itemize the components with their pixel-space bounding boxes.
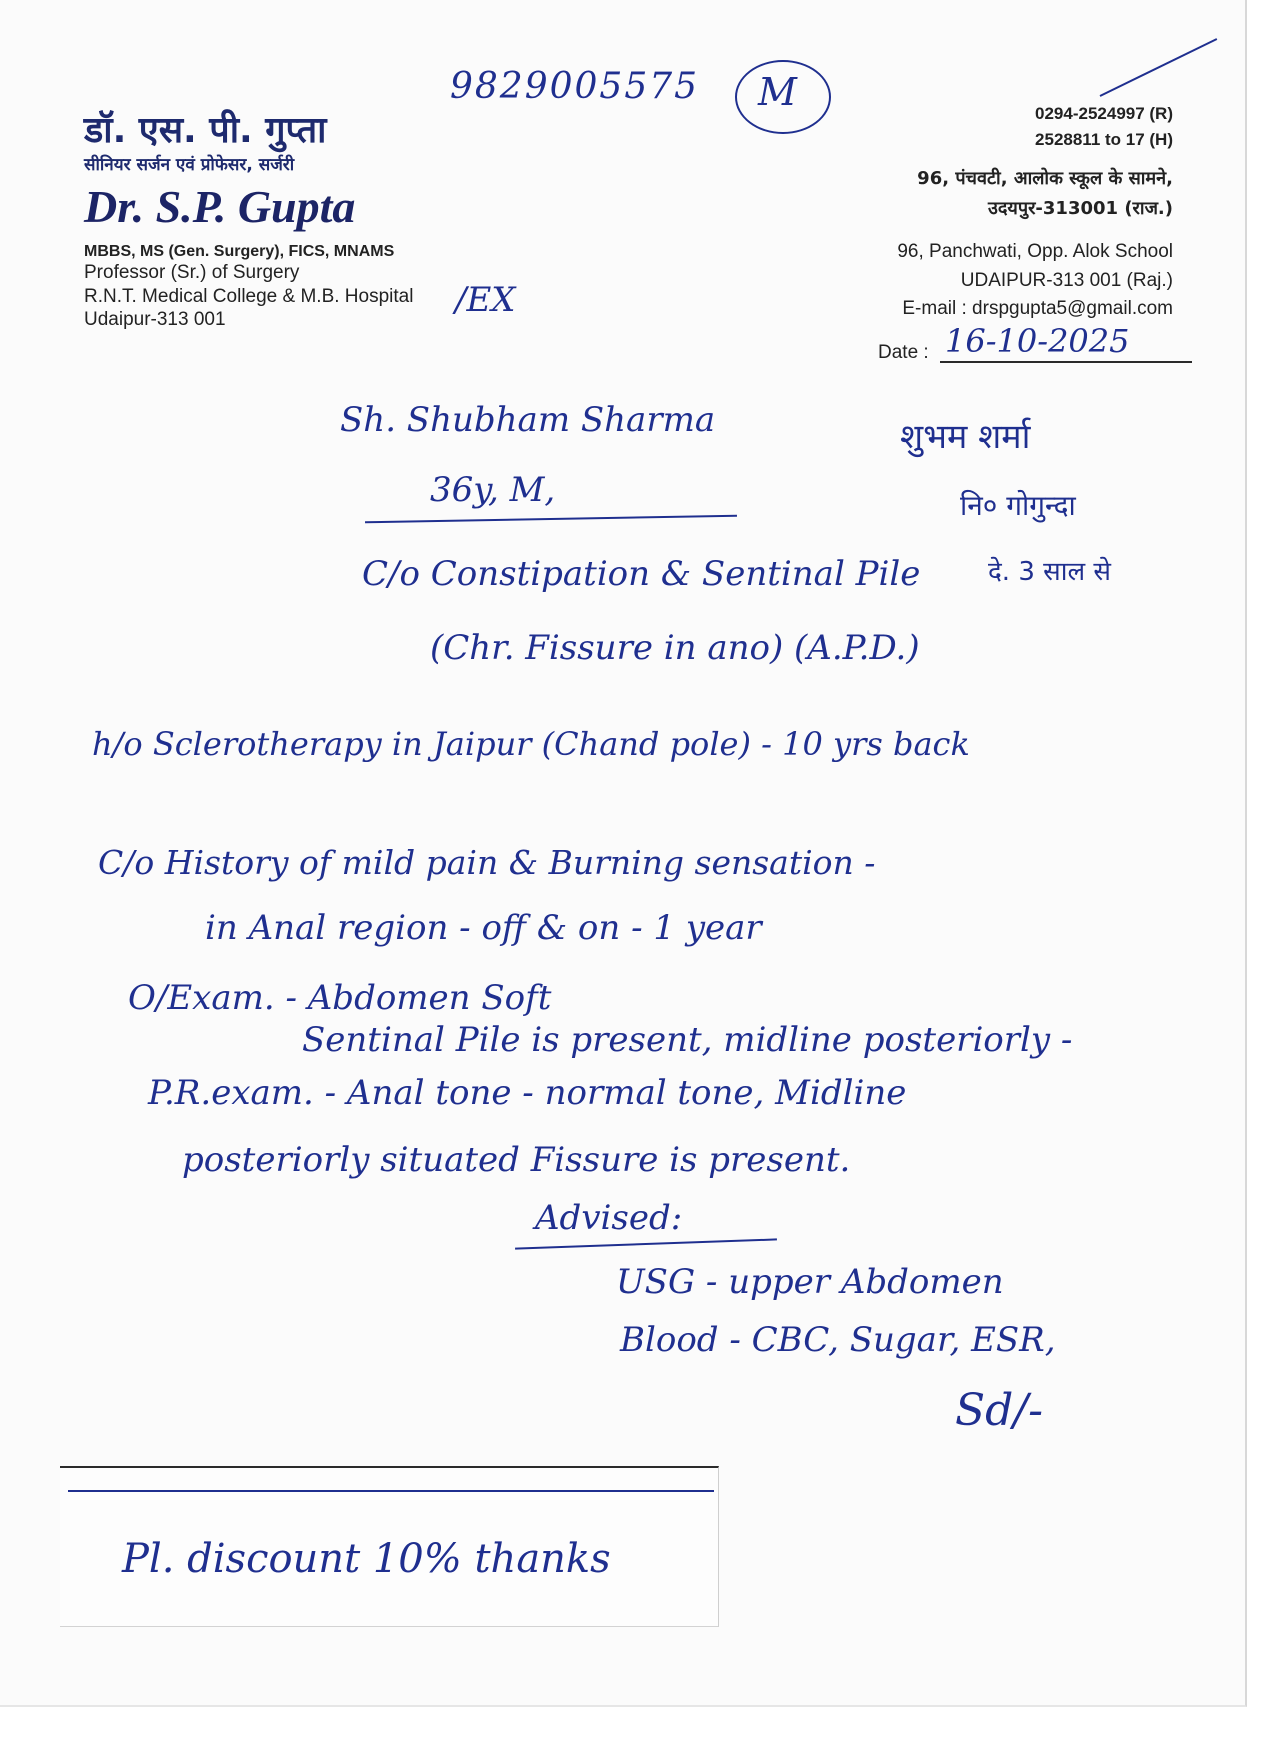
advised-heading: Advised: <box>535 1198 683 1238</box>
address-hindi-line2: उदयपुर-313001 (राज.) <box>987 198 1173 219</box>
hospital-name: R.N.T. Medical College & M.B. Hospital <box>84 286 414 307</box>
history-pain: C/o History of mild pain & Burning sensation - <box>98 843 876 882</box>
handwritten-phone: 9829005575 <box>450 66 700 107</box>
handwritten-date: 16-10-2025 <box>945 322 1130 360</box>
hospital-city: Udaipur-313 001 <box>84 309 226 330</box>
doctor-degrees: MBBS, MS (Gen. Surgery), FICS, MNAMS <box>84 243 395 260</box>
diagnosis: (Chr. Fissure in ano) (A.P.D.) <box>430 628 920 668</box>
discount-note: Pl. discount 10% thanks <box>122 1536 611 1582</box>
advice-usg: USG - upper Abdomen <box>616 1262 1004 1302</box>
phone-residence: 0294-2524997 (R) <box>1035 104 1173 123</box>
history-sclerotherapy: h/o Sclerotherapy in Jaipur (Chand pole) - 10 yrs back <box>92 725 970 763</box>
history-duration: in Anal region - off & on - 1 year <box>205 908 762 948</box>
doctor-title-hindi: सीनियर सर्जन एवं प्रोफेसर, सर्जरी <box>84 155 295 175</box>
patient-name-hindi: शुभम शर्मा <box>900 417 1031 457</box>
discount-slip <box>60 1466 719 1627</box>
slip-rule <box>68 1490 714 1492</box>
patient-underline <box>365 515 737 523</box>
complaint-duration-hindi: दे. 3 साल से <box>988 557 1111 587</box>
patient-name: Sh. Shubham Sharma <box>340 400 716 440</box>
doctor-name: Dr. S.P. Gupta <box>84 181 356 232</box>
exam-fissure: posteriorly situated Fissure is present. <box>182 1140 851 1180</box>
advice-blood: Blood - CBC, Sugar, ESR, <box>620 1320 1056 1360</box>
doctor-position: Professor (Sr.) of Surgery <box>84 262 300 283</box>
email: E-mail : drspgupta5@gmail.com <box>902 298 1173 319</box>
doctor-name-hindi: डॉ. एस. पी. गुप्ता <box>84 110 327 151</box>
exam-abdomen: O/Exam. - Abdomen Soft <box>128 978 552 1018</box>
phone-strike-mark <box>1100 38 1218 97</box>
exam-pr: P.R.exam. - Anal tone - normal tone, Midline <box>148 1073 907 1113</box>
doctor-signature: Sd/- <box>955 1385 1043 1436</box>
date-underline <box>940 361 1192 363</box>
handwritten-ex-mark: /EX <box>455 280 516 320</box>
advised-underline <box>515 1238 777 1249</box>
phone-hospital: 2528811 to 17 (H) <box>1035 130 1173 149</box>
handwritten-phone-mark: M <box>758 70 797 114</box>
address-line2: UDAIPUR-313 001 (Raj.) <box>960 270 1173 291</box>
date-label: Date : <box>878 342 929 363</box>
address-hindi-line1: 96, पंचवटी, आलोक स्कूल के सामने, <box>917 168 1173 189</box>
patient-place-hindi: नि० गोगुन्दा <box>960 489 1076 522</box>
exam-sentinal-pile: Sentinal Pile is present, midline posteriorly - <box>302 1020 1073 1060</box>
patient-age-sex: 36y, M, <box>430 470 556 510</box>
address-line1: 96, Panchwati, Opp. Alok School <box>897 241 1173 262</box>
complaint: C/o Constipation & Sentinal Pile <box>362 554 921 594</box>
